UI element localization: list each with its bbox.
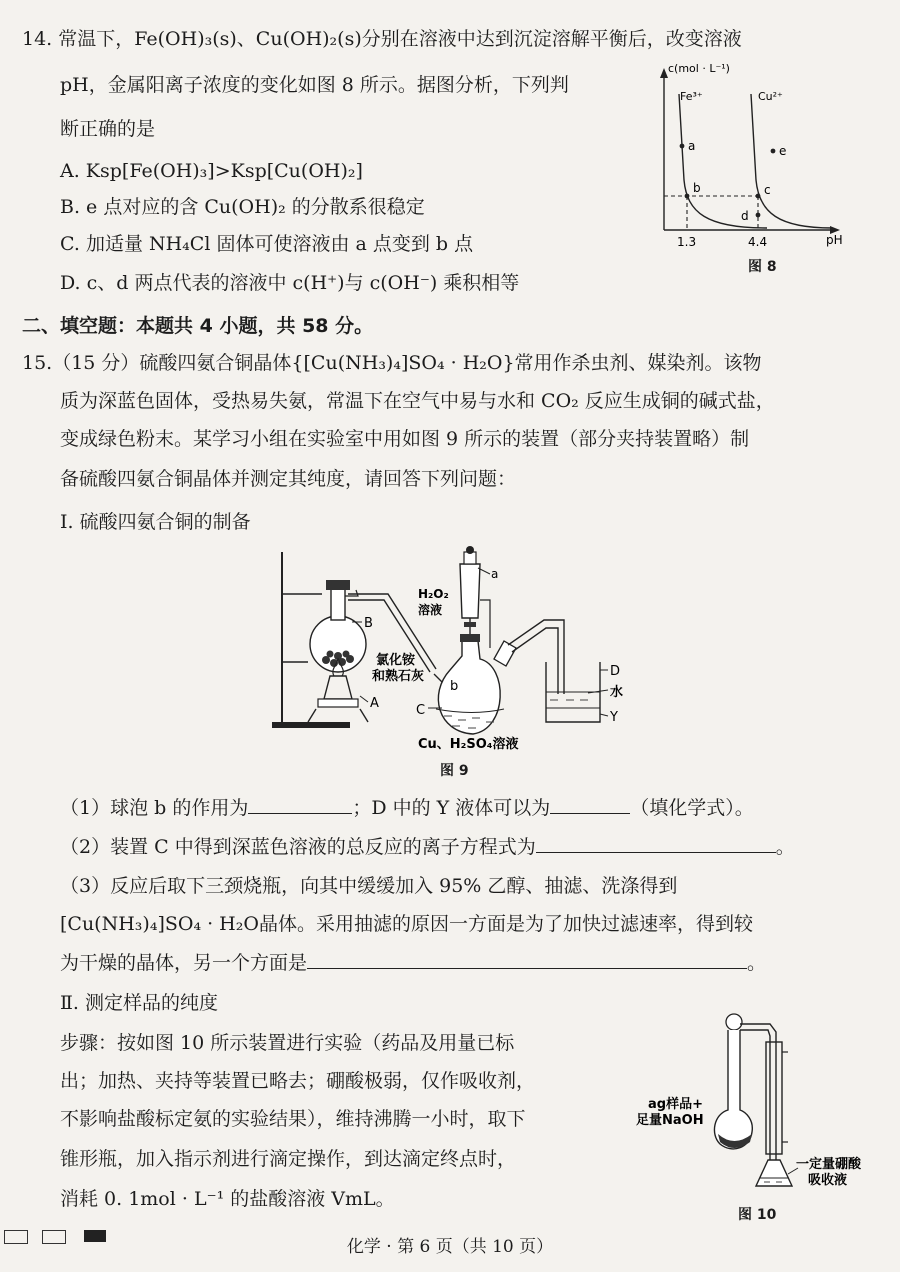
- q14-option-b: B. e 点对应的含 Cu(OH)₂ 的分散系很稳定: [60, 196, 425, 218]
- fig9-label-funnel-a: a: [491, 567, 499, 581]
- fig9-h2o2-line1: H₂O₂: [418, 587, 449, 601]
- q15-sub3-line2: [Cu(NH₃)₄]SO₄ · H₂O晶体。采用抽滤的原因一方面是为了加快过滤速率，得到较: [60, 913, 753, 935]
- fig9-caption: 图 9: [440, 763, 469, 779]
- fig10-absorb-line1: 一定量硼酸: [796, 1157, 862, 1172]
- fig8-caption: 图 8: [748, 259, 777, 275]
- fig8-fe-label: Fe³⁺: [680, 90, 703, 103]
- q15-sub3-prompt: 为干燥的晶体，另一个方面是: [60, 952, 308, 974]
- fig8-y-axis-label: c(mol · L⁻¹): [668, 62, 730, 75]
- fig9-label-water: 水: [610, 685, 624, 700]
- q15-sub1-prompt-c: （填化学式）。: [630, 797, 754, 819]
- q15-sub1-prompt-a: （1）球泡 b 的作用为: [60, 797, 249, 819]
- figure-9-apparatus: [268, 544, 638, 758]
- answer-blank-2[interactable]: [550, 795, 630, 814]
- fig10-sample-line1: ag样品+: [648, 1097, 703, 1112]
- q15-step-line2: 出；加热、夹持等装置已略去；硼酸极弱，仅作吸收剂，: [60, 1070, 536, 1092]
- q14-option-a: A. Ksp[Fe(OH)₃]>Ksp[Cu(OH)₂]: [60, 160, 363, 182]
- fig8-point-b: b: [693, 181, 701, 195]
- q15-sub3-line3: [60, 950, 766, 976]
- figure-10-apparatus: [628, 1010, 888, 1200]
- answer-blank-1[interactable]: [248, 795, 352, 814]
- fig9-label-c: C: [416, 703, 426, 718]
- q15-stem-line4: 备硫酸四氨合铜晶体并测定其纯度，请回答下列问题：: [60, 468, 517, 490]
- page-footer: 化学 · 第 6 页（共 10 页）: [346, 1237, 554, 1257]
- fig9-label-bulb-b: b: [450, 679, 459, 694]
- q15-stem-line1: 15.（15 分）硫酸四氨合铜晶体{[Cu(NH₃)₄]SO₄ · H₂O}常用作杀虫剂、媒染剂。该物: [22, 352, 762, 374]
- q15-step-line4: 锥形瓶，加入指示剂进行滴定操作，到达滴定终点时，: [60, 1148, 517, 1170]
- fig8-point-e: e: [779, 144, 787, 158]
- q15-step-line1: 步骤：按如图 10 所示装置进行实验（药品及用量已标: [60, 1032, 515, 1054]
- section-2-heading: 二、填空题：本题共 4 小题，共 58 分。: [22, 315, 374, 337]
- fig9-flask-contents: Cu、H₂SO₄溶液: [418, 737, 519, 752]
- q15-part1-title: I. 硫酸四氨合铜的制备: [60, 511, 251, 533]
- answer-blank-3[interactable]: [536, 834, 776, 853]
- q15-sub3-end: 。: [747, 952, 767, 974]
- fig9-label-a: A: [370, 696, 379, 711]
- fig10-absorb-line2: 吸收液: [808, 1173, 848, 1188]
- answer-blank-4[interactable]: [307, 950, 747, 969]
- q15-step-line5: 消耗 0. 1mol · L⁻¹ 的盐酸溶液 VmL。: [60, 1188, 395, 1210]
- fig8-point-a: a: [688, 139, 696, 153]
- fig9-h2o2-line2: 溶液: [418, 603, 443, 617]
- fig10-sample-line2: 足量NaOH: [636, 1113, 704, 1128]
- q15-sub2-end: 。: [775, 836, 795, 858]
- fig8-x-tick-2: 4.4: [748, 235, 768, 249]
- fig9-label-d: D: [610, 664, 621, 679]
- q15-part2-title: Ⅱ. 测定样品的纯度: [60, 992, 218, 1014]
- q15-stem-line3: 变成绿色粉末。某学习小组在实验室中用如图 9 所示的装置（部分夹持装置略）制: [60, 428, 750, 450]
- q15-sub1: [60, 795, 754, 821]
- fig9-label-b-upper: B: [364, 616, 373, 631]
- q15-step-line3: 不影响盐酸标定氨的实验结果），维持沸腾一小时，取下: [60, 1108, 526, 1130]
- figure-8-graph: [652, 58, 872, 278]
- fig9-reagent-line2: 和熟石灰: [372, 669, 425, 684]
- fig8-point-c: c: [764, 183, 771, 197]
- q15-sub2: [60, 834, 795, 860]
- fig8-x-axis-label: pH: [826, 233, 843, 247]
- q14-option-c: C. 加适量 NH₄Cl 固体可使溶液由 a 点变到 b 点: [60, 233, 474, 255]
- fig8-x-tick-1: 1.3: [677, 235, 697, 249]
- q15-sub3-line1: （3）反应后取下三颈烧瓶，向其中缓缓加入 95% 乙醇、抽滤、洗涤得到: [60, 875, 678, 897]
- q14-stem-line3: 断正确的是: [60, 118, 156, 140]
- fig9-label-y: Y: [610, 710, 618, 725]
- q15-sub1-prompt-b: ；D 中的 Y 液体可以为: [352, 797, 551, 819]
- q15-sub2-prompt: （2）装置 C 中得到深蓝色溶液的总反应的离子方程式为: [60, 836, 536, 858]
- fig8-cu-label: Cu²⁺: [758, 90, 783, 103]
- q15-stem-line2: 质为深蓝色固体，受热易失氨，常温下在空气中易与水和 CO₂ 反应生成铜的碱式盐，: [60, 390, 775, 412]
- q14-stem-line1: 14. 常温下，Fe(OH)₃(s)、Cu(OH)₂(s)分别在溶液中达到沉淀溶解平衡后，改变溶液: [22, 28, 742, 50]
- fig9-reagent-line1: 氯化铵: [376, 653, 416, 668]
- fig10-caption: 图 10: [738, 1207, 777, 1223]
- q14-stem-line2: pH，金属阳离子浓度的变化如图 8 所示。据图分析，下列判: [60, 74, 569, 96]
- fig8-point-d: d: [741, 209, 749, 223]
- q14-option-d: D. c、d 两点代表的溶液中 c(H⁺)与 c(OH⁻) 乘积相等: [60, 272, 520, 294]
